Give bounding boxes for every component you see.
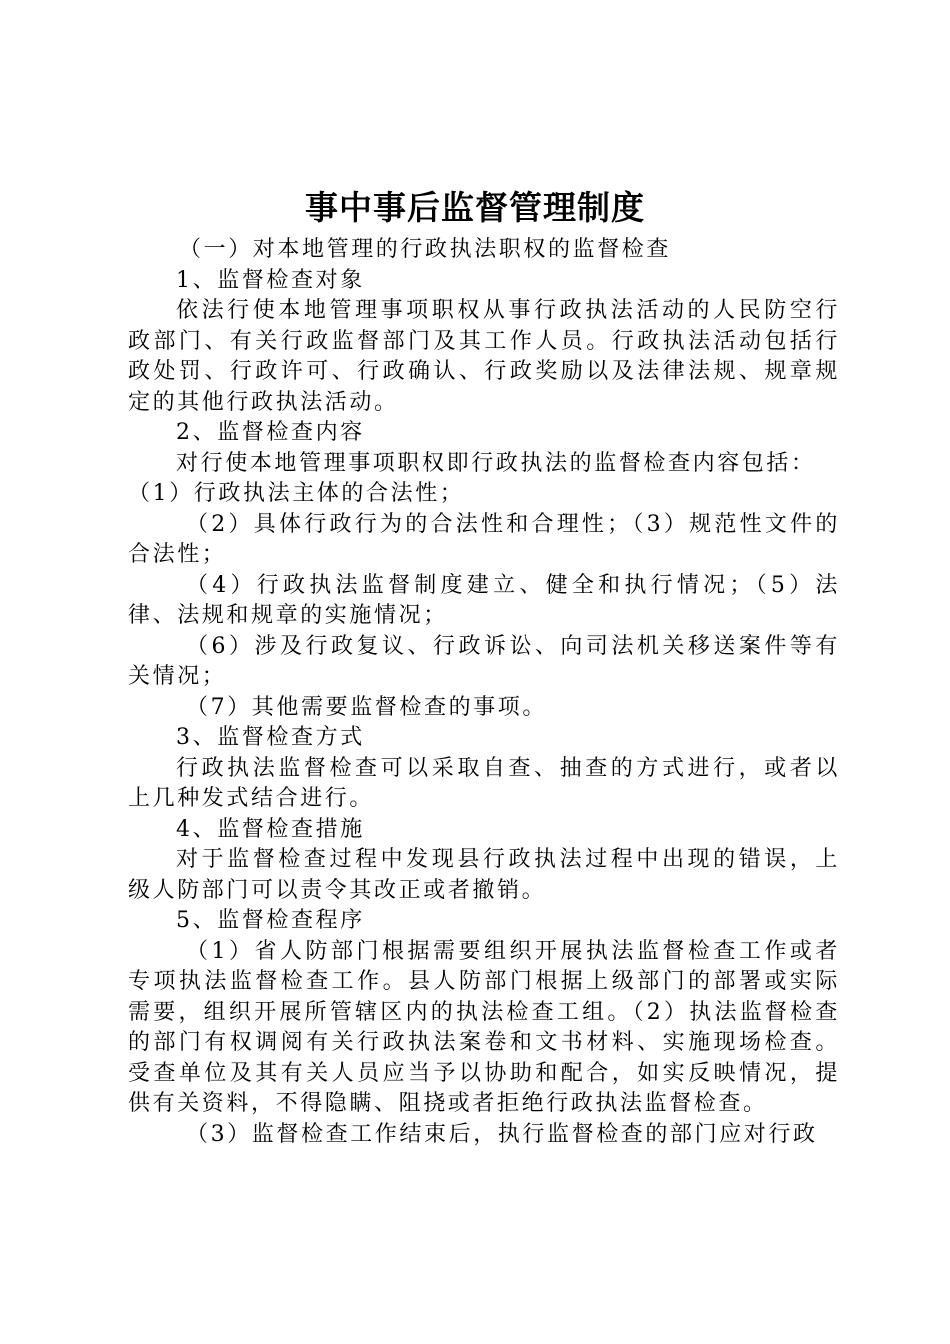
subsection-heading: 4、监督检查措施 bbox=[176, 816, 365, 842]
list-item: （1）行政执法主体的合法性； bbox=[128, 481, 465, 506]
subsection-heading: 3、监督检查方式 bbox=[176, 725, 365, 750]
body-paragraph: 行政执法监督检查可以采取自查、抽查的方式进行，或者以上几种发式结合进行。 bbox=[128, 755, 840, 811]
body-paragraph: 对行使本地管理事项职权即行政执法的监督检查内容包括： bbox=[176, 450, 816, 476]
list-item: （4）行政执法监督制度建立、健全和执行情况；（5）法律、法规和规章的实施情况； bbox=[128, 572, 840, 628]
document-body bbox=[128, 235, 840, 1150]
subsection-heading: 2、监督检查内容 bbox=[176, 420, 365, 445]
list-item: （2）具体行政行为的合法性和合理性；（3）规范性文件的合法性； bbox=[128, 511, 840, 567]
body-paragraph: （3）监督检查工作结束后，执行监督检查的部门应对行政 bbox=[186, 1121, 818, 1147]
list-item: （7）其他需要监督检查的事项。 bbox=[186, 694, 547, 720]
section-heading: （一）对本地管理的行政执法职权的监督检查 bbox=[179, 237, 672, 262]
document-title: 事中事后监督管理制度 bbox=[305, 188, 645, 227]
body-paragraph: 对于监督检查过程中发现县行政执法过程中出现的错误，上级人防部门可以责令其改正或者撤销。 bbox=[128, 847, 840, 903]
subsection-heading: 5、监督检查程序 bbox=[176, 908, 365, 933]
subsection-heading: 1、监督检查对象 bbox=[176, 267, 365, 293]
body-paragraph: 依法行使本地管理事项职权从事行政执法活动的人民防空行政部门、有关行政监督部门及其工作人员。行政执法活动包括行政处罚、行政许可、行政确认、行政奖励以及法律法规、规章规定的其他行政执法活动。 bbox=[128, 298, 840, 415]
body-paragraph: （1）省人防部门根据需要组织开展执法监督检查工作或者专项执法监督检查工作。县人防部门根据上级部门的部署或实际需要，组织开展所管辖区内的执法检查工组。（2）执法监督检查的部门有权调阅有关行政执法案卷和文书材料、实施现场检查。受查单位及其有关人员应当予以协助和配合，如实反映情况，提供有关资料，不得隐瞒、阻挠或者拒绝行政执法监督检查。 bbox=[128, 938, 840, 1116]
list-item: （6）涉及行政复议、行政诉讼、向司法机关移送案件等有关情况； bbox=[128, 633, 840, 689]
